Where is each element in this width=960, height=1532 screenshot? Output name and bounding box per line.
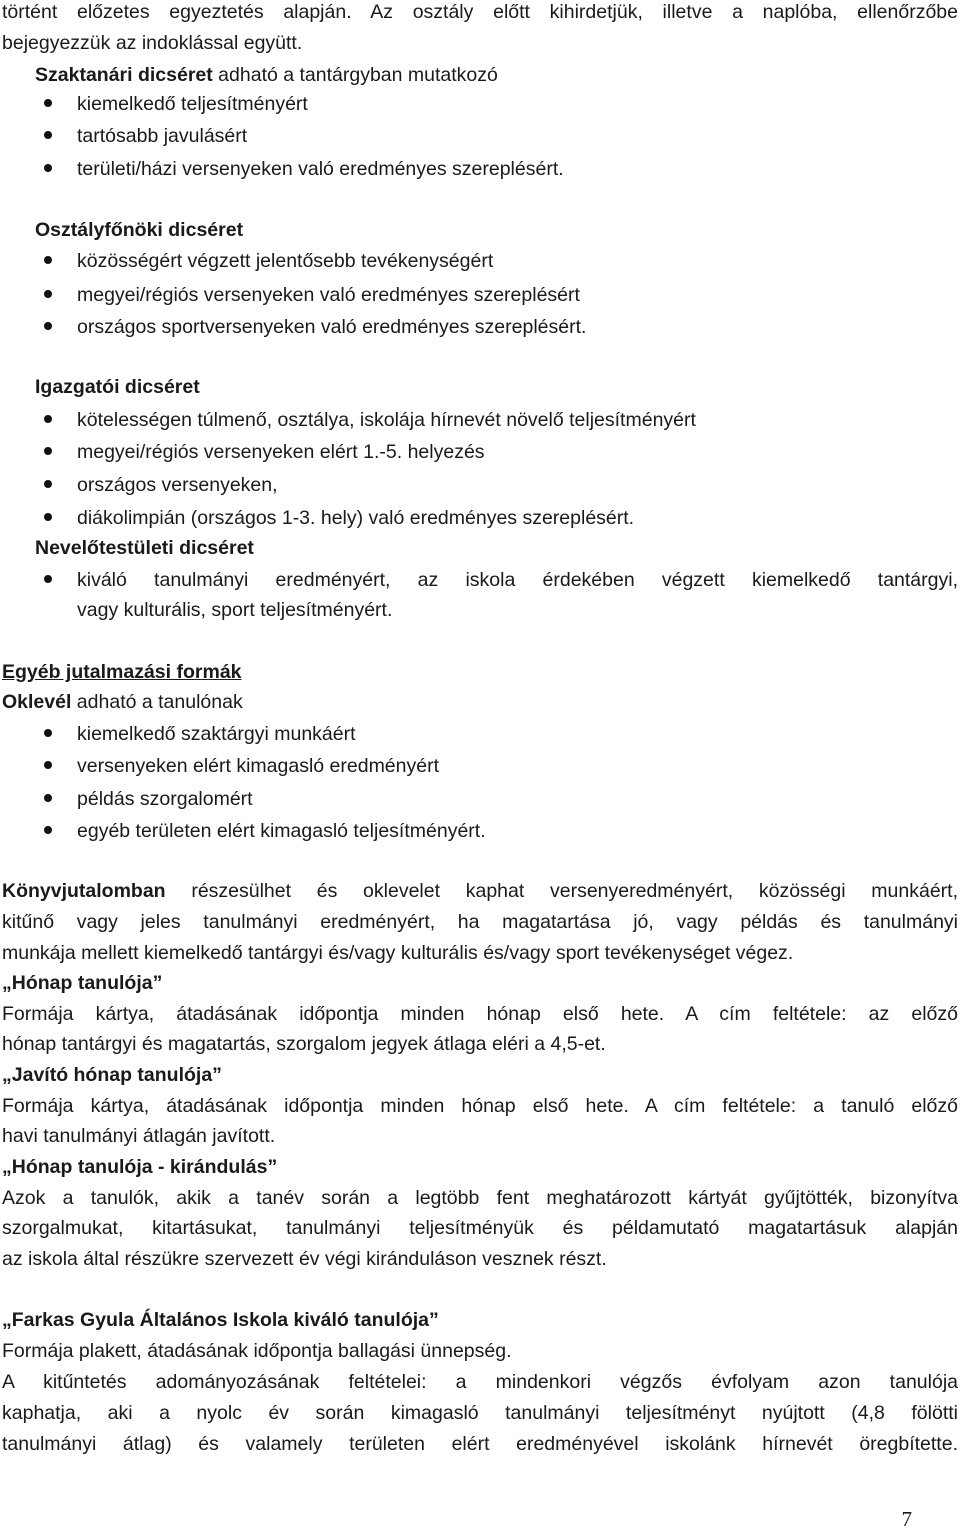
kirandulas-title: „Hónap tanulója - kirándulás” <box>2 1156 278 1178</box>
szaktanari-rest: adható a tantárgyban mutatkozó <box>212 64 498 86</box>
javito-line-2: havi tanulmányi átlagán javított. <box>2 1125 276 1147</box>
list-item: versenyeken elért kimagasló eredményért <box>77 755 440 777</box>
bullet-icon <box>44 415 52 423</box>
kirandulas-line-1: Azok a tanulók, akik a tanév során a legtöbb fent meghatározott kártyát gyűjtötték, bizonyítva <box>2 1187 958 1209</box>
javito-title: „Javító hónap tanulója” <box>2 1064 222 1086</box>
szaktanari-title: Szaktanári dicséret <box>35 64 213 86</box>
bullet-icon <box>44 729 52 737</box>
konyvjutalom-line-2: kitűnő vagy jeles tanulmányi eredményért, ha magatartása jó, vagy példás és tanulmányi <box>2 911 958 933</box>
list-item: egyéb területen elért kimagasló teljesítményért. <box>77 820 486 842</box>
list-item: országos versenyeken, <box>77 474 278 496</box>
farkas-line-2: A kitűntetés adományozásának feltételei: a mindenkori végzős évfolyam azon tanulója <box>2 1371 958 1393</box>
konyvjutalom-rest: részesülhet és oklevelet kaphat versenyeredményért, közösségi munkáért, <box>165 880 958 902</box>
bullet-icon <box>44 447 52 455</box>
list-item: területi/házi versenyeken való eredményes szereplésért. <box>77 158 564 180</box>
bullet-icon <box>44 794 52 802</box>
list-item: megyei/régiós versenyeken való eredményes szereplésért <box>77 284 580 306</box>
farkas-title: „Farkas Gyula Általános Iskola kiváló tanulója” <box>2 1309 439 1331</box>
oklevel-title: Oklevél <box>2 691 72 713</box>
bullet-icon <box>44 256 52 264</box>
osztalyfonoki-title: Osztályfőnöki dicséret <box>35 219 244 241</box>
list-item: diákolimpián (országos 1-3. hely) való eredményes szereplésért. <box>77 507 635 529</box>
list-item: tartósabb javulásért <box>77 125 248 147</box>
bullet-icon <box>44 290 52 298</box>
bullet-icon <box>44 322 52 330</box>
farkas-line-4: tanulmányi átlag) és valamely területen elért eredményével iskolánk hírnevét öregbítette. <box>2 1433 958 1455</box>
kirandulas-line-2: szorgalmukat, kitartásukat, tanulmányi teljesítményük és példamutató magatartásuk alapján <box>2 1217 958 1239</box>
bullet-icon <box>44 480 52 488</box>
page-number: 7 <box>901 1507 912 1531</box>
list-item: példás szorgalomért <box>77 788 253 810</box>
honap-line-2: hónap tantárgyi és magatartás, szorgalom jegyek átlaga eléri a 4,5-et. <box>2 1033 606 1055</box>
nevelotestuleti-item-line-2: vagy kulturális, sport teljesítményért. <box>77 599 393 621</box>
nevelotestuleti-title: Nevelőtestületi dicséret <box>35 537 254 559</box>
list-item: országos sportversenyeken való eredményes szereplésért. <box>77 316 587 338</box>
konyvjutalom-line-1 <box>2 879 958 903</box>
bullet-icon <box>44 131 52 139</box>
nevelotestuleti-item-line-1: kiváló tanulmányi eredményért, az iskola érdekében végzett kiemelkedő tantárgyi, <box>77 569 958 591</box>
bullet-icon <box>44 99 52 107</box>
bullet-icon <box>44 164 52 172</box>
bullet-icon <box>44 826 52 834</box>
igazgatoi-title: Igazgatói dicséret <box>35 376 200 398</box>
bullet-icon <box>44 575 52 583</box>
egyeb-heading: Egyéb jutalmazási formák <box>2 661 242 683</box>
list-item: megyei/régiós versenyeken elért 1.-5. helyezés <box>77 441 485 463</box>
honap-line-1: Formája kártya, átadásának időpontja minden hónap első hete. A cím feltétele: az előző <box>2 1003 958 1025</box>
list-item: kiemelkedő teljesítményért <box>77 93 308 115</box>
bullet-icon <box>44 513 52 521</box>
intro-line-2: bejegyezzük az indoklással együtt. <box>2 32 303 54</box>
szaktanari-intro <box>35 63 498 87</box>
konyvjutalom-title: Könyvjutalomban <box>2 880 166 902</box>
konyvjutalom-line-3: munkája mellett kiemelkedő tantárgyi és/vagy kulturális és/vagy sport tevékenységet végez. <box>2 942 794 964</box>
list-item: közösségért végzett jelentősebb tevékenységért <box>77 250 494 272</box>
farkas-line-1: Formája plakett, átadásának időpontja ballagási ünnepség. <box>2 1340 512 1362</box>
list-item: kötelességen túlmenő, osztálya, iskolája hírnevét növelő teljesítményért <box>77 409 696 431</box>
oklevel-intro <box>2 690 243 714</box>
honap-title: „Hónap tanulója” <box>2 972 163 994</box>
list-item: kiemelkedő szaktárgyi munkáért <box>77 723 356 745</box>
kirandulas-line-3: az iskola által részükre szervezett év végi kiránduláson vesznek részt. <box>2 1248 607 1270</box>
farkas-line-3: kaphatja, aki a nyolc év során kimagasló tanulmányi teljesítményt nyújtott (4,8 fölötti <box>2 1402 958 1424</box>
oklevel-rest: adható a tanulónak <box>71 691 243 713</box>
intro-line-1: történt előzetes egyeztetés alapján. Az osztály előtt kihirdetjük, illetve a naplóba, ellenőrzőbe <box>2 1 958 23</box>
javito-line-1: Formája kártya, átadásának időpontja minden hónap első hete. A cím feltétele: a tanuló előző <box>2 1095 958 1117</box>
bullet-icon <box>44 761 52 769</box>
